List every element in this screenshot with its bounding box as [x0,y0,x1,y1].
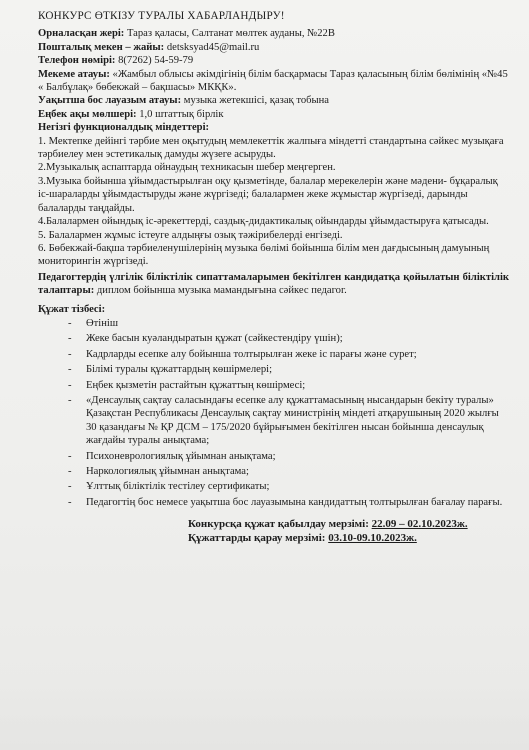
duty-item: 5. Балалармен жұмыс істеуге алдыңғы озық тәжірибелерді енгізеді. [38,229,343,241]
duty-item: 2.Музыкалық аспаптарда ойнаудың техникасын шебер меңгерген. [38,162,336,174]
info-phone: Телефон нөмірі: 8(7262) 54-59-79 [38,55,194,67]
info-email: Пошталық мекен – жайы: detsksyad45@mail.ru [38,41,260,53]
documents-title: Құжат тізбесі: [38,303,106,315]
document-item: - Еңбек қызметін растайтын құжаттың көшірмесі; [68,379,509,392]
deadline-submission: Конкурсқа құжат қабылдау мерзімі: 22.09 – 02.10.2023ж. [188,518,468,531]
duty-item: 6. Бөбекжай-бақша тәрбиеленушілерінің музыка бөлімі бойынша білім мен дағдысының дамуының мониторингін жүргізеді. [38,242,490,268]
info-duties-heading: Негізгі функционалдық міндеттері: [38,122,210,134]
duties-list [38,135,509,269]
document-item: - Кадрларды есепке алу бойынша толтырылған жеке іс парағы және сурет; [68,348,509,361]
info-location: Орналасқан жері: Тараз қаласы, Салтанат мөлтек ауданы, №22В [38,28,335,40]
document-item: - Ұлттық біліктілік тестілеу сертификаты; [68,480,509,493]
paper-shadow [0,680,529,750]
documents-list [38,317,509,509]
requirements-paragraph: Педагогтердің үлгілік біліктілік сипаттамаларымен бекітілген кандидатқа қойылатын біліктілік талаптары: диплом бойынша музыка мамандығына сәйкес педагог. [38,271,509,297]
document-item: - Білімі туралы құжаттардың көшірмелері; [68,363,509,376]
duty-item: 4.Балалармен ойындық іс-әрекеттерді, саздық-дидактикалық ойындарды ұйымдастыруға қатысады. [38,216,489,228]
document-item: - Психоневрологиялық ұйымнан анықтама; [68,450,509,463]
duty-item: 3.Музыка бойынша ұйымдастырылған оқу қызметінде, балалар мерекелерін және мәдени- бұқаралық іс-шараларды ұйымдастыруды және жүргізеді; балалармен жеке жұмыстар жүргізеді, дарынды балаларды таңдайды. [38,175,498,214]
document-item: - Наркологиялық ұйымнан анықтама; [68,465,509,478]
document-item: - Педагогтің бос немесе уақытша бос лауазымына кандидаттың толтырылған бағалау парағы. [68,496,509,509]
info-salary: Еңбек ақы мөлшері: 1,0 штаттық бірлік [38,108,224,120]
info-block [38,27,509,134]
document-item: - «Денсаулық сақтау саласындағы есепке алу құжаттамасының нысандарын бекіту туралы» Қазақстан Республикасы Денсаулық сақтау министрінің міндеті атқарушының 2020 жылғы 30 қазандағы № ҚР ДСМ – 175/2020 бұйрығымен бекітілген нысан бойынша денсаулық жағдайы туралы анықтама; [68,394,509,448]
info-organization: Мекеме атауы: «Жамбыл облысы әкімдігінің білім басқармасы Тараз қаласының білім бөлімінің «№45 « Балбұлақ» бөбекжай – бақшасы» МКҚК». [38,68,508,94]
info-position: Уақытша бос лауазым атауы: музыка жетекшісі, қазақ тобына [38,95,329,107]
document-item: - Жеке басын куәландыратын құжат (сәйкестендіру үшін); [68,332,509,345]
deadline-review: Құжаттарды қарау мерзімі: 03.10-09.10.2023ж. [188,532,417,545]
duty-item: 1. Мектепке дейінгі тәрбие мен оқытудың мемлекеттік жалпыға міндетті стандартына сәйкес музықаға тәрбиелеу мен эстетикалық дамуды жүзеге асыруды. [38,135,504,161]
document-item: - Өтініш [68,317,509,330]
announcement-title: КОНКУРС ӨТКІЗУ ТУРАЛЫ ХАБАРЛАНДЫРУ! [38,10,285,22]
